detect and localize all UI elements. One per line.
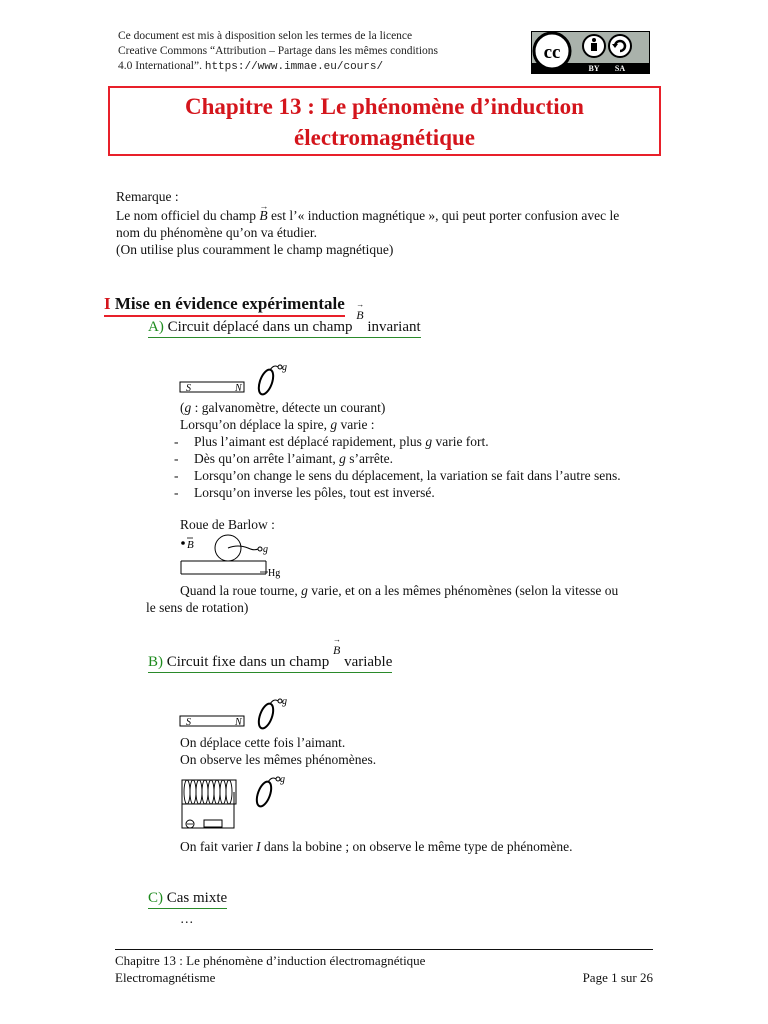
vector-b-symbol: → B (356, 308, 363, 323)
barlow-g-label: g (263, 544, 268, 555)
barlow-text (146, 582, 654, 616)
cc-by-sa-badge[interactable] (531, 31, 650, 74)
chapter-title-line-2: électromagnétique (294, 125, 475, 150)
barlow-b-label: B (187, 539, 194, 551)
barlow-text-line-2: le sens de rotation) (146, 600, 249, 615)
license-notice (118, 29, 488, 75)
chapter-title (110, 91, 659, 153)
galvanometer-label: g (282, 696, 287, 707)
magnet-loop-figure-b (178, 692, 298, 732)
section-1-title: Mise en évidence expérimentale (114, 294, 345, 313)
subsection-b-letter: B) (148, 654, 163, 670)
subsection-a-heading (148, 308, 421, 338)
cc-icon (534, 33, 570, 69)
list-item: - Lorsqu’on inverse les pôles, tout est inversé. (174, 484, 660, 501)
license-line-3: 4.0 International”. (118, 60, 202, 72)
footer-chapter: Chapitre 13 : Le phénomène d’induction électromagnétique (115, 953, 426, 968)
magnet-n-label: N (235, 383, 242, 394)
list-item: - Lorsqu’on change le sens du déplacement, la variation se fait dans l’autre sens. (174, 467, 660, 484)
footer-left (115, 952, 425, 986)
galvanometer-label: g (280, 774, 285, 785)
barlow-heading: Roue de Barlow : (180, 517, 275, 532)
subsection-c-title: Cas mixte (166, 890, 228, 906)
magnet-s-label: S (186, 717, 191, 728)
footer-page-number: Page 1 sur 26 (582, 970, 653, 985)
subsection-a-letter: A) (148, 319, 164, 335)
move-intro: Lorsqu’on déplace la spire, g varie : (180, 417, 375, 432)
galvanometer-note: (g : galvanomètre, détecte un courant) (180, 400, 386, 415)
subsection-b-heading (148, 643, 393, 673)
badge-by-label: BY (588, 64, 600, 73)
subsection-c-letter: C) (148, 890, 163, 906)
chapter-title-box (108, 86, 661, 156)
subsection-c-ellipsis: … (180, 911, 194, 926)
footer-divider (115, 949, 653, 950)
remark-line-2: nom du phénomène qu’on va étudier. (116, 225, 317, 240)
license-url[interactable]: https://www.immae.eu/cours/ (204, 61, 384, 73)
section-1-number: I (104, 294, 111, 313)
coil-windings (184, 780, 232, 804)
observation-list (174, 433, 660, 501)
galvanometer-label: g (282, 362, 287, 373)
section-1-heading (104, 294, 345, 317)
coil-text: On fait varier I dans la bobine ; on observe le même type de phénomène. (180, 839, 573, 854)
vector-b-symbol: → B (259, 207, 267, 224)
by-person-icon (583, 35, 605, 57)
wire-loop (256, 702, 276, 731)
subsection-b-title-end: variable (344, 654, 393, 670)
list-item: - Dès qu’on arrête l’aimant, g s’arrête. (174, 450, 660, 467)
subsection-b-text (180, 734, 376, 768)
chapter-title-line-1: Chapitre 13 : Le phénomène d’induction (185, 94, 584, 119)
subsection-c-heading (148, 890, 227, 909)
coil-circuit-figure (178, 770, 298, 834)
magnet-loop-figure-a (178, 358, 298, 398)
vector-b-symbol: → B (333, 643, 340, 658)
wire-loop (256, 368, 276, 397)
wire-loop (254, 780, 274, 809)
subsection-b-title: Circuit fixe dans un champ (166, 654, 330, 670)
magnet-n-label: N (235, 717, 242, 728)
subsection-b-line-1: On déplace cette fois l’aimant. (180, 735, 346, 750)
license-line-1: Ce document est mis à disposition selon les termes de la licence (118, 30, 413, 42)
mercury-label: Hg (268, 568, 281, 579)
barlow-text-line-1: Quand la roue tourne, g varie, et on a les mêmes phénomènes (selon la vitesse ou (180, 583, 619, 598)
footer-subject: Electromagnétisme (115, 970, 216, 985)
magnet-s-label: S (186, 383, 191, 394)
field-dot-icon (181, 541, 185, 545)
remark-line-1: Le nom officiel du champ → B est l’« induction magnétique », qui peut porter confusion avec le (116, 207, 656, 224)
cc-icon-text: cc (543, 42, 561, 63)
barlow-wheel-figure (178, 534, 288, 582)
subsection-a-title: Circuit déplacé dans un champ (167, 319, 353, 335)
share-alike-icon (609, 35, 631, 57)
remark-block (116, 188, 656, 258)
badge-sa-label: SA (614, 64, 626, 73)
remark-heading: Remarque : (116, 189, 179, 204)
remark-line-3: (On utilise plus couramment le champ magnétique) (116, 242, 394, 257)
license-line-2: Creative Commons “Attribution – Partage dans les mêmes conditions (118, 45, 439, 57)
resistor-icon (204, 820, 222, 827)
list-item: - Plus l’aimant est déplacé rapidement, plus g varie fort. (174, 433, 660, 450)
subsection-a-title-end: invariant (367, 319, 421, 335)
subsection-b-line-2: On observe les mêmes phénomènes. (180, 752, 377, 767)
subsection-a-text (180, 399, 660, 501)
